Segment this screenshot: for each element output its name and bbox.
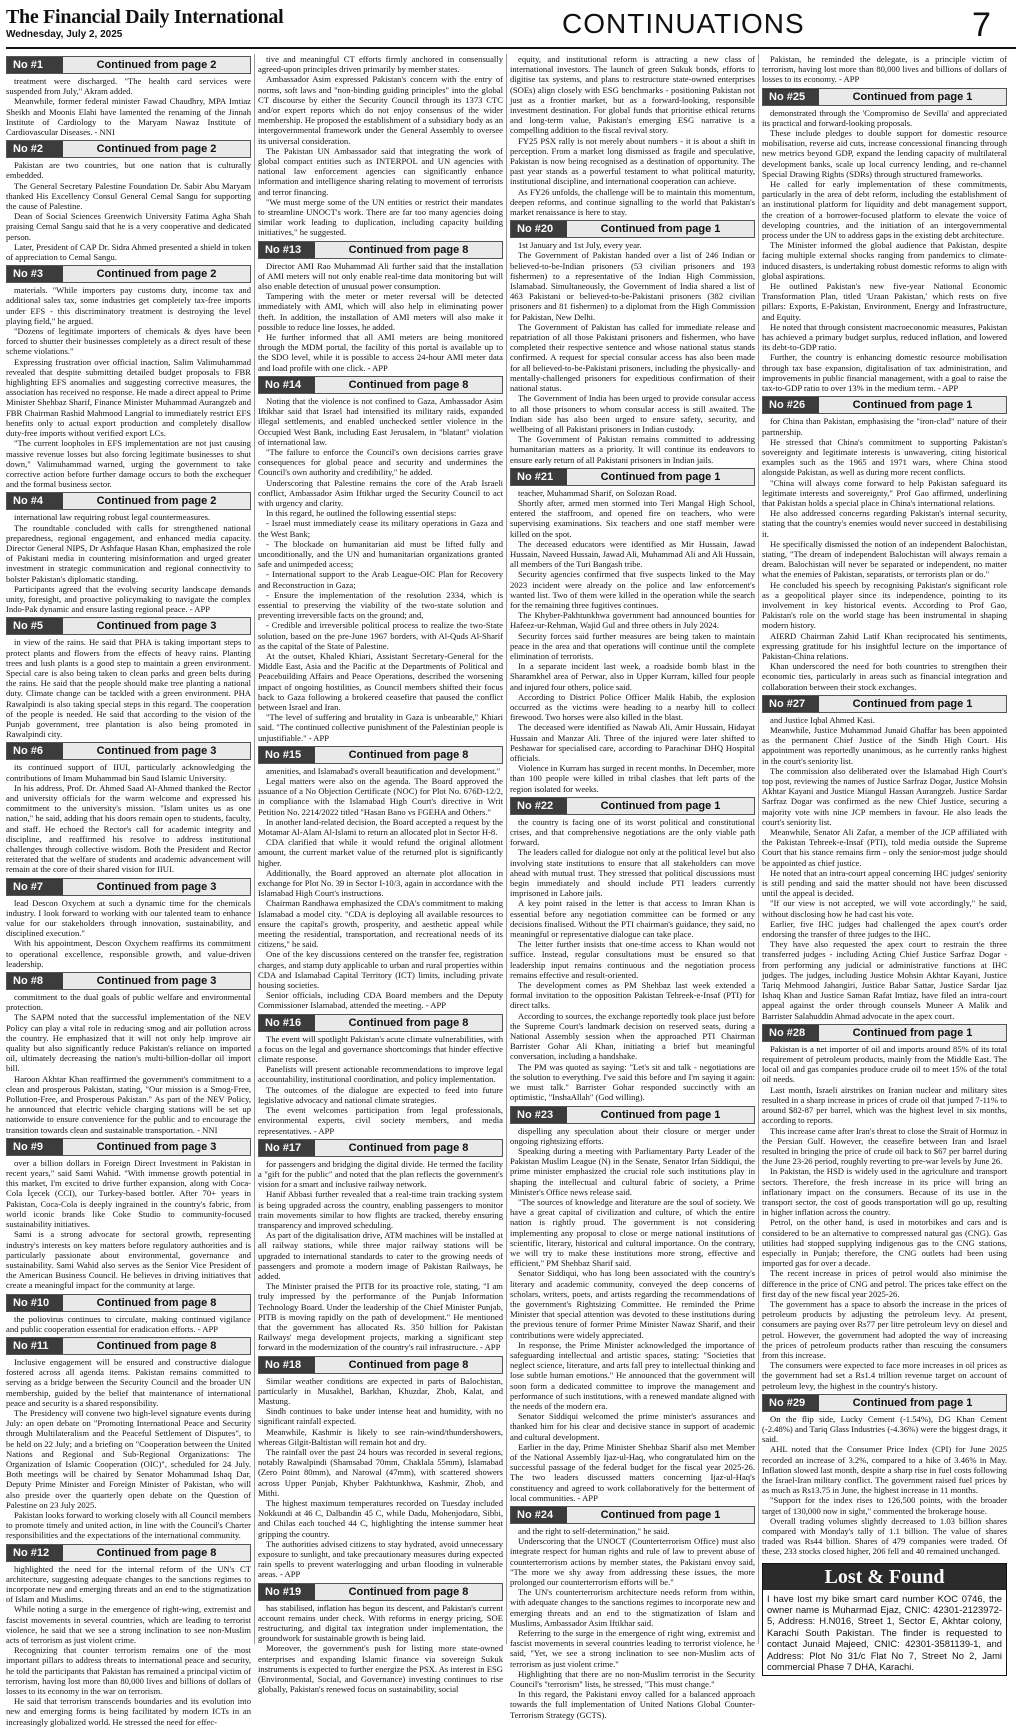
story-paragraph: In response, the Prime Minister acknowledged the importance of safeguarding intellectual and artistic spaces, stating: "Societies that neglect science, literature, and arts fall prey to intellectual thinking and lose subtle human emotions." He announced that the government will soon form a dedicated committee to improve the management and performance of such institutions, with a renewed mandate aligned with the needs of the modern era. — [510, 1339, 755, 1411]
continued-from-label: Continued from page 1 — [852, 90, 973, 103]
story-paragraph: The letter further insists that one-time access to Khan would not suffice. Instead, regular consultations must be ensured so that leadership input remains continuous and the negotiation process remains effective and result-oriented. — [510, 939, 755, 980]
column-2 — [258, 54, 503, 1695]
story-paragraph: One of the key discussions centered on the transfer fee, registration charges, and stamp duty applicable to urban and rural properties within CDA and Islamabad Capital Territory (ICT) limits, including private housing societies. — [258, 949, 503, 991]
continued-from-label: Continued from page 1 — [600, 223, 721, 236]
story-paragraph: treatment were discharged. "The health card services were suspended from July," Akram added. — [6, 76, 251, 97]
story-paragraph: "Support for the index rises to 126,500 points, with the broader target of 130,000 now in sight," commented the brokerage house. — [762, 1495, 1007, 1516]
continued-from-label: Continued from page 1 — [600, 1108, 721, 1121]
story-header — [6, 878, 251, 896]
story-paragraph: Meanwhile, former federal minister Fawad Chaudhry, MPA Imtiaz Sheikh and Moonis Elahi have lamented the renaming of the Jinnah Institute of Cardiology to the Maryam Nawaz Institute of Cardiovascular Diseases. - NNI — [6, 96, 251, 138]
story-paragraph: amenities, and Islamabad's overall beautification and development." — [266, 765, 501, 776]
section-title: CONTINUATIONS — [562, 8, 805, 39]
column-divider — [758, 54, 759, 1644]
story-paragraph: A key point raised in the letter is that access to Imran Khan is essential before any negotiation committee can be formed or any decisions finalised. Without the PTI chairman's guidance, they said, no meaningful or representative dialogue can take place. — [510, 898, 755, 940]
story-header — [510, 797, 755, 815]
story-paragraph: The rainfall over the past 24 hours was recorded in several regions, notably Rawalpindi (Shamsabad 70mm, Chaklala 55mm), Islamabad (Zero Point 80mm), and Narowal (47mm), with scattered showers across Upper Punjab, Khyber Pakhtunkhwa, Kashmir, Zhob, and Mithi. — [258, 1446, 503, 1498]
story-paragraph: Senior officials, including CDA Board members and the Deputy Commissioner Islamabad, attended the meeting. - APP — [258, 990, 503, 1011]
continued-from-label: Continued from page 3 — [96, 880, 217, 893]
story-header — [6, 56, 251, 74]
story-paragraph: Underscoring that Palestine remains the core of the Arab Israeli conflict, Ambassador Asim Iftikhar urged the Security Council to act with urgency and clarity. — [258, 477, 503, 508]
story — [6, 265, 251, 489]
story-paragraph: Sindh continues to bake under intense heat and humidity, with no significant rainfall expected. — [258, 1406, 503, 1427]
story-paragraph: and the right to self-determination," he said. — [518, 1526, 670, 1537]
continued-from-label: Continued from page 8 — [348, 243, 469, 256]
story-header — [258, 376, 503, 394]
story-number: No #15 — [259, 747, 315, 763]
story-paragraph: Security forces said further measures are being taken to maintain peace in the area and that operations will continue until the complete elimination of terrorists. — [510, 630, 755, 661]
story-paragraph: The deceased educators were identified as Mir Hussain, Jawad Hussain, Naveed Hussain, Jawad Ali, Muhammad Ali and Ali Hussain, all members of the Turi Bangash tribe. — [510, 538, 755, 570]
story-paragraph: Overall trading volumes slightly decreased to 1.03 billion shares compared with Monday's tally of 1.1 billion. The value of shares traded was Rs44 billion. Shares of 479 companies were traded. Of these, 233 stocks closed higher, 206 fell and 40 remained unchanged. — [762, 1515, 1007, 1557]
story-header — [6, 972, 251, 990]
story-header — [762, 1394, 1007, 1412]
story-paragraph: Shortly after, armed men stormed into Teri Mangal High School, entered the staffroom, and opened fire on teachers, who were supervising examinations. Six teachers and one staff member were killed on the spot. — [510, 497, 755, 539]
story-paragraph: This increase came after Iran's threat to close the Strait of Hormuz in the Persian Gulf. However, the ceasefire between Iran and Israel resulted in bringing the price of crude oil back to $67 per barrel during the June 23-26 period, roughly reverting to pre-war levels by June 26. — [762, 1125, 1007, 1167]
story-paragraph: "The failure to enforce the Council's own decisions carries grave consequences for global peace and security and undermines the Council's own authority and credibility," he added. — [258, 446, 503, 478]
story-paragraph: has stabilised, inflation has begun its descent, and Pakistan's current account remains under check. With reforms in energy pricing, SOE restructuring, and digital tax integration under implementation, the groundwork for sustainable growth is being laid. — [258, 1602, 503, 1644]
continued-from-label: Continued from page 1 — [600, 799, 721, 812]
story-number: No #11 — [7, 1338, 63, 1354]
story-paragraph: He noted that an intra-court appeal concerning IHC judges' seniority is still pending and said the matter should not have been discussed until the appeal is decided. — [762, 867, 1007, 899]
story-paragraph: - Credible and irreversible political process to realize the two-State solution, based on the pre-June 1967 borders, with Al-Quds Al-Sharif as the capital of the State of Palestine. — [258, 620, 503, 651]
story-header — [6, 1138, 251, 1156]
story-paragraph: dispelling any speculation about their closure or merger under ongoing rightsizing efforts. — [510, 1125, 755, 1146]
story-paragraph: Additionally, the Board approved an alternate plot allocation in exchange for Plot No. 39 in Sector I-10/3, again in accordance with the Islamabad High Court's instructions. — [258, 867, 503, 899]
continued-from-label: Continued from page 1 — [852, 399, 973, 412]
masthead-left — [6, 6, 284, 41]
story-paragraph: He noted that through consistent macroeconomic measures, Pakistan has achieved a primary budget surplus, reduced inflation, and lowered its debt-to-GDP ratio. — [762, 321, 1007, 353]
story-number: No #5 — [7, 618, 63, 634]
story-paragraph: The General Secretary Palestine Foundation Dr. Sabir Abu Maryam thanked His Excellency Consul General Cemal Sangu for supporting the cause of Palestine. — [6, 180, 251, 212]
story — [258, 1014, 503, 1136]
story-paragraph: As FY26 unfolds, the challenge will be to maintain this momentum, deepen reforms, and continue signalling to the world that Pakistan's market renaissance is here to stay. — [510, 186, 755, 218]
story-paragraph: The Minister praised the PITB for its proactive role, stating, "I am truly impressed by the performance of the Punjab Information Technology Board. Under the leadership of the Chief Minister Punjab, PITB is moving rapidly on the path of development." He mentioned that the government has allocated Rs. 350 billion for Pakistan Railways' mega development projects, marking a significant step forward in the modernization of the country's rail infrastructure. - APP — [258, 1281, 503, 1353]
story-paragraph: In this regard, he outlined the following essential steps: — [266, 508, 457, 519]
story-paragraph: tive and meaningful CT efforts firmly anchored in consensually agreed-upon principles driven primarily by member states. — [258, 54, 503, 75]
story-header — [762, 396, 1007, 414]
story-paragraph: Expressing frustration over official inaction, Salim Valimuhammad revealed that despite submitting detailed budget proposals to FBR highlighting EFS anomalies and suggesting corrective measures, the association has received no response. He made a direct appeal to Prime Minister Shehbaz Sharif, Finance Minister Muhammad Aurangzeb and FBR Chairman Rashid Mahmood Langrial to immediately restrict EFS benefits only to actual export production and completely disallow duty-free imports without verified export LCs. — [6, 356, 251, 439]
story-number: No #22 — [511, 798, 567, 814]
story-paragraph: FY25 PSX rally is not merely about numbers - it is about a shift in perception. From a market long dismissed as fragile and speculative, Pakistan is now being recognised as a destination of opportunity. The past year stands as a powerful testament to what political maturity, institutional discipline, and international cooperation can achieve. — [510, 135, 755, 187]
story-paragraph: The roundtable concluded with calls for strengthened national preparedness, regional engagement, and enhanced media capacity. Director General NIPS, Dr Ashfaque Hasan Khan, emphasized the role of Pakistani media in countering misinformation and urged greater investment in strategic communication and regional connectivity to bolster Pakistan's diplomatic standing. — [6, 522, 251, 584]
story-paragraph: and Justice Iqbal Ahmed Kasi. — [770, 714, 875, 725]
story-paragraph: demonstrated through the 'Compromiso de Sevilla' and appreciated its practical and forward-looking proposals. — [762, 107, 1007, 128]
story-paragraph: He specifically dismissed the notion of an independent Balochistan, stating, "The dream of independent Balochistan will always remain a dream. Balochistan will never be separated or independent, no matter what the enemies of Pakistan, separatists, or terrorists plan or do." — [762, 538, 1007, 580]
story-paragraph: The event welcomes participation from legal professionals, environmental experts, civil society members, and media representatives. - APP — [258, 1105, 503, 1136]
continued-from-label: Continued from page 1 — [600, 470, 721, 483]
story — [6, 1337, 251, 1541]
story-number: No #27 — [763, 696, 819, 712]
story-header — [6, 265, 251, 283]
story-paragraph: The Government of Pakistan has called for immediate release and repatriation of all those Pakistani prisoners and fishermen, who have completed their respective sentence and whose national status stands confirmed. A request for special consular access has also been made for all believed-to-be-Pakistani prisoners, including the physically- and mentally-challenged prisoners for expeditious confirmation of their national status. — [510, 321, 755, 394]
story-paragraph: highlighted the need for the internal reform of the UN's CT architecture, suggesting adequate changes to the sanctions regimes to incorporate new and emerging threats and an end to the stigmatization of Islam and Muslims. — [6, 1563, 251, 1605]
story-paragraph: The Government of India has been urged to provide consular access to all those prisoners to whom consular access is still awaited. The Indian side has also been urged to ensure safety, security, and wellbeing of all Pakistani prisoners in Indian custody. — [510, 393, 755, 434]
continued-from-label: Continued from page 3 — [96, 1140, 217, 1153]
story — [510, 1506, 755, 1720]
story-paragraph: materials. "While importers pay customs duty, income tax and additional sales tax, some industries get completely tax-free imports under EFS - this discriminatory treatment is destroying the level playing field," he argued. — [6, 285, 251, 326]
story-paragraph: The SAPM noted that the successful implementation of the NEV Policy can play a vital role in reducing smog and air pollution across the country. He emphasized that it will not only help improve air quality but also significantly reduce Pakistan's reliance on imported oil, ultimately decreasing the nation's multi-billion-dollar oil import bill. — [6, 1012, 251, 1074]
story-paragraph: Legal matters were also on the agenda. The Board approved the issuance of a No Objection Certificate (NOC) for Plot No. 676D-12/2, in compliance with the Islamabad High Court's directive in Writ Petition No. 2214/2022 titled "Hasan Bano vs FGEHA and Others." — [258, 776, 503, 817]
story-paragraph: On the flip side, Lucky Cement (-1.54%), DG Khan Cement (-2.48%) and Tariq Glass Industries (-4.36%) were the biggest drags, it said. — [762, 1413, 1007, 1445]
story-paragraph: The Government of Pakistan remains committed to addressing humanitarian matters as a priority. It will continue its endeavors to ensure early return of all Pakistani prisoners in Indian jails. — [510, 434, 755, 465]
story-paragraph: He also addressed concerns regarding Pakistan's internal security, stating that the country's enemies would never succeed in destabilising it. — [762, 508, 1007, 539]
story-paragraph: Earlier in the day, Prime Minister Shehbaz Sharif also met Member of the National Assembly Ijaz-ul-Haq, who congratulated him on the successful passage of the federal budget for the fiscal year 2025-26. The two leaders discussed matters concerning Ijaz-ul-Haq's constituency and agreed to work collaboratively for the betterment of local communities. - APP — [510, 1441, 755, 1503]
story-paragraph: Dean of Social Sciences Greenwich University Fatima Agha Shah praising Cemal Sangu said that he is a very cooperative and dedicated person. — [6, 211, 251, 242]
column-1 — [6, 54, 251, 1727]
continued-from-label: Continued from page 8 — [96, 1339, 217, 1352]
story-header — [762, 88, 1007, 106]
story-paragraph: Haroon Akhtar Khan reaffirmed the government's commitment to a clean and prosperous Pakistan, stating, "Our mission is a Smog-Free, Pollution-Free, and Prosperous Pakistan." As part of the NEV Policy, he announced that electric vehicle charging stations will be set up nationwide to ensure convenience for the public and to encourage the transition towards clean and sustainable transportation. - NNI — [6, 1073, 251, 1135]
story-paragraph: Meanwhile, Senator Ali Zafar, a member of the JCP affiliated with the Pakistan Tehreek-e-Insaf (PTI), told media outside the Supreme Court that his stance remains firm - only the senior-most judge should be appointed as chief justice. — [762, 827, 1007, 868]
lost-and-found-notice: I have lost my bike smart card number KOC 0746, the owner name is Muharmad Ejaz, CNIC: 42301-2123972-5, Address: H.N016, Street 1, Sector E, Akhtar colony, Karachi South Pakistan. The finder is requested to contact Junaid Majeed, CNIC: 42301-3581139-1, and Address: Plot No 31/c Flat No 7, Street No 2, Jami commercial Phase 7 DHA, Karachi. — [767, 1592, 1002, 1673]
story-paragraph: Speaking during a meeting with Parliamentary Party Leader of the Pakistan Muslim League (N) in the Senate, Senator Irfan Siddiqui, the prime minister emphasized the crucial role such institutions play in shaping the intellectual and cultural fabric of society, a Prime Minister's Office news release said. — [510, 1145, 755, 1197]
story-header — [510, 468, 755, 486]
story-number: No #25 — [763, 89, 819, 105]
story-paragraph: AHL noted that the Consumer Price Index (CPI) for June 2025 recorded an increase of 3.2%, compared to a hike of 3.46% in May. Inflation slowed last month, despite a sharp rise in fuel costs following the Israel-Iran military conflict. The government raised fuel prices by as much as Rs13.75 in June, the highest increase in 11 months. — [762, 1444, 1007, 1496]
story — [258, 241, 503, 373]
story — [6, 56, 251, 137]
story-paragraph: in view of the rains. He said that PHA is taking important steps to protect plants and flowers from the effects of heavy rains. Planting trees and lush plants is a good step to maintain a green environment. Special care is also being taken to clean parks and green belts during the rains. He said that the people should make tree planting a national duty. Climate change can be tackled with a green environment. PHA Rawalpindi is also taking special steps in this regard. The cooperation of the people is needed. He said that according to the vision of the Punjab government, tree plantation is also being promoted in Rawalpindi city. — [6, 637, 251, 740]
story-paragraph: Earlier, five IHC judges had challenged the apex court's order endorsing the transfer of three judges to the IHC. — [762, 918, 1007, 940]
story-paragraph: The Khyber-Pakhtunkhwa government had announced bounties for Hafeez-ur-Rehman, Wajid Gul and three others in July 2024. — [510, 610, 755, 631]
story — [762, 695, 1007, 1021]
story-number: No #26 — [763, 397, 819, 413]
story-paragraph: In his address, Prof. Dr. Ahmed Saad Al-Ahmed thanked the Rector and university officials for the warm welcome and expressed his commitment to the university's mission. "Islam unites us as one nation," he said, adding that his doors remain open to students, faculty, and staff. He echoed the Rector's call for academic integrity and discipline, and reaffirmed his resolve to address institutional challenges through collective wisdom. Both the President and Rector reiterated that the welfare of students and academic advancement will remain at the core of their shared vision for IIUI. — [6, 782, 251, 875]
story-paragraph: He concluded his speech by recognising Pakistan's significant role as a geopolitical player since its independence, pointing to its involvement in key historical events. According to Prof Gao, Pakistan's role on the world stage has been instrumental in shaping modern history. — [762, 579, 1007, 631]
story-paragraph: With his appointment, Descon Oxychem reaffirms its commitment to operational excellence, responsible growth, and value-driven leadership. — [6, 938, 251, 969]
story-paragraph: commitment to the dual goals of public welfare and environmental protection. — [6, 992, 251, 1013]
story-number: No #23 — [511, 1107, 567, 1123]
story-paragraph: "Dozens of legitimate importers of chemicals & dyes have been forced to shutter their businesses completely as a direct result of these scheme violations." — [6, 326, 251, 357]
story-paragraph: Tampering with the meter or meter reversal will be detected immediately with AMI, which will also help in eliminating power theft. In addition, the installation of AMI meters will also make it possible to reduce line losses, he added. — [258, 291, 503, 332]
story-header — [510, 1106, 755, 1124]
story-header — [258, 1356, 503, 1374]
story-paragraph: Further, the country is enhancing domestic resource mobilisation through tax base expansion, digitalisation of tax administration, and improvements in public financial management, with a goal to raise the tax-to-GDP ratio to over 13% in the medium term. - APP — [762, 352, 1007, 394]
story-number: No #20 — [511, 221, 567, 237]
continued-from-label: Continued from page 1 — [600, 1509, 721, 1522]
story — [6, 617, 251, 739]
story-number: No #1 — [7, 57, 63, 73]
story-number: No #2 — [7, 141, 63, 157]
continued-from-label: Continued from page 1 — [852, 1026, 973, 1039]
story — [6, 1138, 251, 1291]
story-header — [510, 220, 755, 238]
story-paragraph: Moreover, the government's push for listing more state-owned enterprises and expanding Islamic finance via sovereign Sukuk instruments is expected to further energize the PSX. As interest in ESG (Environmental, Social, and Governance) investing continues to rise globally, Pakistan's renewed focus on sustainability, social — [258, 1643, 503, 1695]
column-4 — [762, 54, 1007, 1673]
story-paragraph: The consumers were expected to face more increases in oil prices as the government had set a Rs1.4 trillion revenue target on account of petroleum levy, the highest in the country's history. — [762, 1360, 1007, 1391]
continued-from-label: Continued from page 8 — [348, 378, 469, 391]
story-paragraph: He outlined Pakistan's new five-year National Economic Transformation Plan, titled 'Uraan Pakistan,' which rests on five pillars: Exports, E-Pakistan, Environment, Energy and Infrastructure, and Equity. — [762, 281, 1007, 322]
story-number: No #17 — [259, 1140, 315, 1156]
story — [6, 140, 251, 262]
story-number: No #6 — [7, 743, 63, 759]
story-paragraph: He stressed that China's commitment to supporting Pakistan's sovereignty and legitimate interests is unwavering, citing historical examples such as the 1965 and 1971 wars, where China stood alongside Pakistan, as well as during more recent conflicts. — [762, 436, 1007, 478]
story-paragraph: lead Descon Oxychem at such a dynamic time for the chemicals industry. I look forward to working with our talented team to enhance value for our stakeholders through innovation, sustainability, and disciplined execution." — [6, 897, 251, 939]
story-number: No #9 — [7, 1139, 63, 1155]
continued-from-label: Continued from page 8 — [348, 748, 469, 761]
story-paragraph: The Minister informed the global audience that Pakistan, despite facing multiple external shocks ranging from pandemics to climate-induced disasters, is undertaking robust domestic reforms to align with global aspirations. — [762, 240, 1007, 281]
story-number: No #21 — [511, 469, 567, 485]
story-paragraph: "China will always come forward to help Pakistan safeguard its legitimate interests and sovereignty," Prof Gao affirmed, underlining that Pakistan holds a special place in China's international relations. — [762, 477, 1007, 508]
continued-from-label: Continued from page 8 — [348, 1016, 469, 1029]
story — [510, 54, 755, 217]
story-number: No #8 — [7, 973, 63, 989]
paper-name: The Financial Daily International — [6, 6, 284, 28]
story-paragraph: According to sources, the exchange reportedly took place just before the Supreme Court's landmark decision on reserved seats, during a National Assembly session when the approached PTI Chairman Barrister Gohar Ali Khan, initiating a brief but meaningful conversation, including a handshake. — [510, 1010, 755, 1062]
story-paragraph: Panelists will present actionable recommendations to improve legal accountability, institutional coordination, and policy implementation. — [258, 1064, 503, 1085]
continued-from-label: Continued from page 2 — [96, 59, 217, 71]
story-header — [258, 746, 503, 764]
column-divider — [506, 54, 507, 1644]
story-paragraph: Meanwhile, Justice Muhammad Junaid Ghaffar has been appointed as the permanent Chief Justice of the Sindh High Court. His appointment was reportedly unanimous, as he currently ranks highest in the court's seniority list. — [762, 724, 1007, 766]
story-paragraph: The deceased were identified as Nawab Ali, Amir Hussain, Hidayat Hussain and Manzar Ali. Three of the injured were later shifted to Peshawar for specialised care, according to Parachinar DHQ Hospital officials. — [510, 722, 755, 763]
story — [258, 1356, 503, 1580]
story-paragraph: The recent increase in prices of petrol would also minimise the difference in the price of CNG and petrol. The prices take effect on the first day of the new fiscal year 2025-26. — [762, 1268, 1007, 1299]
story-number: No #16 — [259, 1015, 315, 1031]
story-paragraph: CDA clarified that while it would refund the original allotment amount, the current market value of the returned plot is significantly higher. — [258, 837, 503, 868]
article-columns — [6, 54, 1016, 1727]
story-paragraph: The development comes as PM Shehbaz last week extended a formal invitation to the opposition Pakistan Tehreek-e-Insaf (PTI) for direct talks. — [510, 980, 755, 1011]
story-paragraph: Pakistan is a net importer of oil and imports around 85% of its total requirement of petroleum products, mainly from the Middle East. The local oil and gas companies produce crude oil to meet 15% of the total oil needs. — [762, 1043, 1007, 1085]
story — [6, 972, 251, 1135]
story — [510, 1106, 755, 1504]
masthead-rule — [6, 47, 1016, 49]
story-number: No #29 — [763, 1395, 819, 1411]
story-paragraph: He further informed that all AMI meters are being monitored through the MDM portal, the facility of this portal is available up to the SDO level, while it is possible to access 24-hour AMI meter data and load profile with one click. - APP — [258, 332, 503, 373]
story-header — [6, 1294, 251, 1312]
story-paragraph: the poliovirus continues to circulate, making continued vigilance and public cooperation essential for eradication efforts. - APP — [6, 1313, 251, 1334]
story-paragraph: Noting that the violence is not confined to Gaza, Ambassador Asim Iftikhar said that Israel had intensified its military raids, expanded illegal settlements, and enabled unchecked settler violence in the Occupied West Bank, including East Jerusalem, in "blatant" violation of international law. — [258, 395, 503, 447]
story — [6, 1294, 251, 1334]
continued-from-label: Continued from page 8 — [348, 1141, 469, 1154]
story-header — [258, 1583, 503, 1601]
story-number: No #24 — [511, 1507, 567, 1523]
story-paragraph: The UN's counterterrorism architecture needs reform from within, with adequate changes to the sanctions regimes to incorporate new and emerging threats and an end to the stigmatization of Islam and Muslims, Ambassador Asim Iftikhar said. — [510, 1587, 755, 1628]
story-paragraph: - Israel must immediately cease its military operations in Gaza and the West Bank; — [258, 518, 503, 539]
continued-from-label: Continued from page 3 — [96, 745, 217, 758]
story-paragraph: for China than Pakistan, emphasising the "iron-clad" nature of their partnership. — [762, 416, 1007, 437]
story-header — [6, 742, 251, 760]
continued-from-label: Continued from page 8 — [96, 1546, 217, 1559]
story-paragraph: - The blockade on humanitarian aid must be lifted fully and unconditionally, and the UN and humanitarian organizations granted safe and unimpeded access; — [258, 538, 503, 570]
story-paragraph: The Pakistan UN Ambassador said that integrating the work of global compact entities such as INTERPOL and UN agencies with national law enforcement agencies can significantly enhance information and intelligence sharing relating to movement of terrorists and terror financing. — [258, 145, 503, 197]
continued-from-label: Continued from page 2 — [96, 143, 217, 156]
story-paragraph: In a separate incident last week, a roadside bomb blast in the Sharamkhel area of Perwar, also in Upper Kurram, killed four people and injured four others, police said. — [510, 661, 755, 692]
story-header — [6, 617, 251, 635]
story-paragraph: equity, and institutional reform is attracting a new class of international investors. The launch of green Sukuk bonds, efforts to digitise tax systems, and plans to restructure state-owned enterprises (SOEs) align closely with ESG benchmarks - positioning Pakistan not just as a frontier market, but as a forward-looking, responsible investment destination. For global funds that prioritise ethical returns and long-term value, Pakistan's emerging ESG narrative is a compelling addition to the fiscal revival story. — [510, 54, 755, 136]
story-paragraph: According to District Police Officer Malik Habib, the explosion occurred as the victims were heading to a nearby hill to collect firewood. Two horses were also killed in the blast. — [510, 691, 755, 723]
continued-from-label: Continued from page 3 — [96, 620, 217, 633]
story-paragraph: The Presidency will convene two high-level signature events during July: an open debate on "Promoting International Peace and Security through Multilateralism and the Peaceful Settlement of Disputes", to be held on 22 July; and a briefing on "Cooperation between the United Nations and Regional and Sub-Regional Organizations: The Organization of Islamic Cooperation (OIC)", scheduled for 24 July. Both meetings will be chaired by Senator Mohammad Ishaq Dar, Deputy Prime Minister and Foreign Minister of Pakistan, who will also preside over the quarterly open debate on the Question of Palestine on 23 July 2025. — [6, 1407, 251, 1510]
story-paragraph: Ambassador Asim expressed Pakistan's concern with the entry of norms, soft laws and "non-binding guiding principles" into the global CT discourse by either the Security Council through its 1373 CTC and/or expert reports which do not enjoy consensus of the wider membership. He proposed the establishment of a subsidiary body as an intergovernmental framework under the General Assembly to oversee its universal consideration. — [258, 74, 503, 146]
story-paragraph: international law requiring robust legal countermeasures. — [14, 512, 211, 523]
story — [258, 376, 503, 743]
story-paragraph: 1st January and 1st July, every year. — [518, 240, 642, 251]
story — [762, 54, 1007, 85]
story — [6, 1544, 251, 1727]
story-paragraph: In this regard, the Pakistani envoy called for a balanced approach towards the full implementation of United Nations Global Counter-Terrorism Strategy (GCTS). — [510, 1689, 755, 1720]
story — [510, 468, 755, 794]
story-paragraph: The commission also deliberated over the Islamabad High Court's top post, reviewing the names of Justice Sarfraz Dogar, Justice Mohsin Akhtar Kayani and Justice Miangul Hassan Aurangzeb. Justice Sardar Sarfraz Dogar was confirmed as the new Chief Justice, securing a majority vote with nine JCP members in favour. He also leads the court's seniority list. — [762, 765, 1007, 827]
continued-from-label: Continued from page 2 — [96, 268, 217, 281]
story-paragraph: AIERD Chairman Zahid Latif Khan reciprocated his sentiments, expressing gratitude for his insightful lecture on the importance of Pakistan-China relations. — [762, 630, 1007, 661]
story-paragraph: "The level of suffering and brutality in Gaza is unbearable," Khiari said. "The continued collective punishment of the Palestinian people is unjustifiable." - APP — [258, 712, 503, 743]
story — [6, 742, 251, 874]
masthead — [6, 6, 1016, 46]
story-header — [6, 1337, 251, 1355]
story-number: No #13 — [259, 242, 315, 258]
story-paragraph: Highlighting that there are no non-Muslim terrorist in the Security Council's "terrorism" lists, he stressed, "This must change." — [510, 1668, 755, 1690]
story — [510, 797, 755, 1103]
story-paragraph: In another land-related decision, the Board accepted a request by the Motamar Al-Alam Al-Islami to return an allocated plot in Sector H-8. — [258, 816, 503, 838]
continued-from-label: Continued from page 8 — [348, 1585, 469, 1598]
story-paragraph: The highest maximum temperatures recorded on Tuesday included Nokkundi at 46 C, Dalbandin 45 C, while Dadu, Mohenjodaro, Sibbi, and Chilas each touched 44 C, highlighting the intense summer heat gripping the country. — [258, 1498, 503, 1539]
story-header — [6, 492, 251, 510]
story-paragraph: The Government of Pakistan handed over a list of 246 Indian or believed-to-be-Indian prisoners (53 civilian prisoners and 193 fishermen) to a representative of the Indian High Commission, Islamabad. Simultaneously, the Government of India shared a list of 463 Pakistani or believed-to-be-Pakistani prisoners (382 civilian prisoners and 81 fishermen) to a diplomat from the High Commission for Pakistan, New Delhi. — [510, 250, 755, 322]
story-paragraph: Referring to the surge in the emergence of right wing, extremist and fascist movements in several countries leading to terrorist violence, he said, "Yet, we see a strong inclination to see non-Muslim acts of terrorism as just violent crime." — [510, 1628, 755, 1669]
story-paragraph: Last month, Israeli airstrikes on Iranian nuclear and military sites resulted in a sharp increase in prices of crude oil that jumped 7-11% to around $82-87 per barrel, which was the highest level in six months, according to reports. — [762, 1084, 1007, 1126]
story-number: No #3 — [7, 266, 63, 282]
story-paragraph: over a billion dollars in Foreign Direct Investment in Pakistan in recent years," said Sami Wahid. "With immense growth potential in this market, I'm excited to drive further expansion, along with Coca-Cola İçecek (CCI), our Turkey-based bottler. After 70+ years in Pakistan, Coca-Cola is deeply ingrained in the country's fabric, from world iconic brands like Coke Studio to community-focused sustainability initiatives. — [6, 1157, 251, 1230]
story-paragraph: In Pakistan, the HSD is widely used in the agriculture and transport sectors. Therefore, the fresh increase in its price will bring an inflationary impact on the consumers. Because of its use in the transport sector, the cost of goods transportation will go up, resulting in higher inflation across the country. — [762, 1166, 1007, 1218]
story-paragraph: The outcomes of the dialogue are expected to feed into future legislative advocacy and national climate strategies. — [258, 1084, 503, 1105]
continued-from-label: Continued from page 2 — [96, 495, 217, 508]
story-paragraph: for passengers and bridging the digital divide. He termed the facility a "gift for the public" and noted that the plan reflects the government's vision for a smart and inclusive railway network. — [258, 1158, 503, 1190]
story-paragraph: Underscoring that the UNOCT (Counterterrorism Office) must also integrate respect for human rights and rule of law to prevent abuse of counterterrorism actions by member states, the Pakistani envoy said, "The more we shy away from addressing these issues, the more prolonged our counterterrorism efforts will be." — [510, 1536, 755, 1588]
story-paragraph: Participants agreed that the evolving security landscape demands unity, foresight, and proactive policymaking to navigate the complex Indo-Pak dynamic and ensure lasting regional peace. - APP — [6, 583, 251, 615]
story-paragraph: The government has a space to absorb the increase in the prices of petroleum products by adjusting the petroleum levy. At present, consumers are paying over Rs77 per litre petroleum levy on diesel and petrol. However, the government had adopted the way of increasing the prices of petroleum products rather than rescuing the consumers from this increase. — [762, 1298, 1007, 1360]
story — [762, 88, 1007, 394]
story-paragraph: Inclusive engagement will be ensured and constructive dialogue fostered across all agenda items. Pakistan remains committed to serving as a bridge between the Security Council and the broader UN membership, guided by the belief that maintenance of international peace and security is a shared responsibility. — [6, 1356, 251, 1408]
story-paragraph: Pakistan, he reminded the delegate, is a principle victim of terrorism, having lost more than 80,000 lives and billions of dollars of losses to its economy. - APP — [762, 54, 1007, 85]
story-number: No #4 — [7, 493, 63, 509]
story-number: No #12 — [7, 1545, 63, 1561]
story-paragraph: Petrol, on the other hand, is used in motorbikes and cars and is considered to be an alternative to compressed natural gas (CNG). Gas utilities had stopped supplying indigenous gas to the CNG stations, especially in Punjab; therefore, the CNG outlets had been using imported gas for over a decade. — [762, 1217, 1007, 1269]
story-number: No #18 — [259, 1357, 315, 1373]
story — [762, 1394, 1007, 1557]
story-paragraph: Hanif Abbasi further revealed that a real-time train tracking system is being upgraded across the country, enabling passengers to monitor train movements similar to how flights are tracked, thereby ensuring transparency and improved scheduling. — [258, 1189, 503, 1230]
story-header — [258, 241, 503, 259]
story — [258, 54, 503, 238]
story-paragraph: These include pledges to double support for domestic resource mobilisation, reverse aid cuts, increase concessional financing through new metrics beyond GDP, expand the lending capacity of multilateral development banks, scale up local currency lending, and re-channel Special Drawing Rights (SDRs) through structured frameworks. — [762, 128, 1007, 179]
story-paragraph: "The current loopholes in EFS implementation are not just causing massive revenue losses but also forcing legitimate businesses to shut down," Valimuhammad warned, urging the government to take corrective action before further damage occurs to both the exchequer and the formal business sector. — [6, 438, 251, 490]
story-paragraph: Security agencies confirmed that five suspects linked to the May 2023 incident were already on the police and law enforcement's wanted list. Two of them were killed in the operation while the search for the remaining three fugitives continues. — [510, 569, 755, 610]
lost-and-found-box — [762, 1563, 1007, 1677]
story-paragraph: "We must merge some of the UN entities or restrict their mandates to streamline UNOCT's work. There are far too many agencies doing similar work leading to duplication, including capacity building initiatives," he suggested. — [258, 196, 503, 238]
story-paragraph: teacher, Muhammad Sharif, on Solozan Road. — [518, 487, 677, 498]
story-paragraph: Pakistan looks forward to working closely with all Council members to promote timely and united action, in line with the Council's Charter responsibilities and the expectations of the international community. — [6, 1509, 251, 1541]
story-paragraph: Senator Siddiqui welcomed the prime minister's assurances and thanked him for his clear and decisive stance in support of academic and cultural development. — [510, 1411, 755, 1442]
lost-and-found-title: Lost & Found — [763, 1564, 1006, 1590]
story-header — [258, 1139, 503, 1157]
story-paragraph: At the outset, Khaled Khiari, Assistant Secretary-General for the Middle East, Asia and the Pacific at the Departments of Political and Peacebuilding Affairs and Peace Operations, described the worsening impact of ongoing hostilities, as Council members shifted their focus back to Gaza following a brokered ceasefire that paused the conflict between Israel and Iran. — [258, 650, 503, 712]
story-paragraph: Later, President of CAP Dr. Sidra Ahmed presented a shield in token of appreciation to Cemal Sangu. — [6, 241, 251, 263]
story — [510, 220, 755, 464]
story-paragraph: Recognizing that counter terrorism remains one of the most important pillars to address threats to international peace and security, he told the participants that Pakistan has remained a principal victim of terrorism, having lost more than 80,000 lives and billions of dollars of losses to its economy in the war on terrorism. — [6, 1645, 251, 1697]
continued-from-label: Continued from page 1 — [852, 1396, 973, 1409]
story-paragraph: Director AMI Rao Muhammad Ali further said that the installation of AMI meters will not only enable real-time data monitoring but will also enable detection of unusual power consumption. — [258, 260, 503, 292]
story — [762, 1024, 1007, 1391]
story-paragraph: Pakistan are two countries, but one nation that is culturally embedded. — [6, 160, 251, 181]
story-number: No #10 — [7, 1295, 63, 1311]
story-paragraph: Similar weather conditions are expected in parts of Balochistan, particularly in Musakhel, Barkhan, Khuzdar, Zhob, Kalat, and Mastung. — [258, 1375, 503, 1406]
story — [6, 492, 251, 614]
story-number: No #19 — [259, 1584, 315, 1600]
story-header — [762, 1024, 1007, 1042]
story-paragraph: - International support to the Arab League-OIC Plan for Recovery and Reconstruction in Gaza; — [258, 569, 503, 590]
continued-from-label: Continued from page 8 — [348, 1358, 469, 1371]
story-paragraph: Senator Siddiqui, who has long been associated with the country's literary and academic community, conveyed the deep concerns of scholars, writers, poets, and artists regarding the recommendations of the government's Rightsizing Committee. He reminded the Prime Minister that special attention was devoted to these institutions during the previous tenure of former Prime Minister Nawaz Sharif, and their contributions were widely appreciated. — [510, 1268, 755, 1340]
story-paragraph: The authorities advised citizens to stay hydrated, avoid unnecessary exposure to sunlight, and take precautionary measures during expected rain spells to prevent waterlogging and urban flooding in vulnerable areas. - APP — [258, 1538, 503, 1580]
story-number: No #7 — [7, 879, 63, 895]
column-divider — [254, 54, 255, 1644]
story-paragraph: - Ensure the implementation of the resolution 2334, which is essential to preserving the viability of the two-state solution and preventing irreversible facts on the ground; and, — [258, 589, 503, 621]
story-paragraph: its continued support of IIUI, particularly acknowledging the contributions of Imam Muhammad bin Saud Islamic University. — [6, 762, 251, 783]
story — [762, 396, 1007, 691]
story-paragraph: He said that terrorism transcends boundaries and its evolution into new and emerging forms is being facilitated by modern ICTs in an increasingly globalized world. He stressed the need for effec- — [6, 1696, 251, 1727]
story-paragraph: Violence in Kurram has surged in recent months. In December, more than 100 people were killed in tribal clashes that left parts of the region isolated for weeks. — [510, 763, 755, 794]
story-header — [6, 1544, 251, 1562]
story-header — [510, 1506, 755, 1524]
story — [258, 1583, 503, 1695]
story-paragraph: The event will spotlight Pakistan's acute climate vulnerabilities, with a focus on the legal and governance shortcomings that hinder effective climate response. — [258, 1033, 503, 1065]
continued-from-label: Continued from page 8 — [96, 1296, 217, 1309]
story — [6, 878, 251, 969]
story-number: No #28 — [763, 1025, 819, 1041]
story — [258, 746, 503, 1011]
story-paragraph: Meanwhile, Kashmir is likely to see rain-wind/thundershowers, whereas Gilgit-Baltistan will remain hot and dry. — [258, 1426, 503, 1447]
issue-date: Wednesday, July 2, 2025 — [6, 29, 123, 40]
story-number: No #14 — [259, 377, 315, 393]
story-paragraph: He called for early implementation of these commitments, particularly in the area of debt reform, including the establishment of an institutional platform for liquidity and debt management support, the creation of a borrower-focused platform to elevate the voice of developing countries, and the initiation of an intergovernmental process under the UN to address gaps in the existing debt architecture. — [762, 179, 1007, 241]
story-paragraph: Khan underscored the need for both countries to strengthen their economic ties, particularly in areas such as financial integration and collaboration between their stock exchanges. — [762, 661, 1007, 692]
story — [258, 1139, 503, 1353]
story-paragraph: "If our view is not accepted, we will vote accordingly," he said, without disclosing how he had cast his vote. — [762, 898, 1007, 919]
column-3 — [510, 54, 755, 1720]
story-header — [258, 1014, 503, 1032]
story-paragraph: They have also requested the apex court to restrain the three transferred judges - including Acting Chief Justice Sarfraz Dogar - from performing any judicial or administrative functions at IHC judges. The judges, including Justice Mohsin Akhtar Kayani, Justice Tariq Mehmood Jahangiri, Justice Babar Sattar, Justice Sardar Ijaz Ishaq Khan and Justice Saman Rafat Imtiaz, have filed an intra-court appeal against the order through counsels Muneer A Malik and Barrister Salahuddin Ahmad advocate in the apex court. — [762, 939, 1007, 1021]
story-paragraph: While noting a surge in the emergence of right-wing, extremist and fascist movements in several countries, which are leading to terrorist violence, he said that we see a strong inclination to see non-Muslim acts of terrorism as just violent crime. — [6, 1604, 251, 1645]
story-paragraph: Chairman Randhawa emphasized the CDA's commitment to making Islamabad a model city. "CDA is deploying all available resources to ensure the capital's growth, prosperity, and aesthetic appeal while meeting the residential, transportation, and recreational needs of its citizens," he said. — [258, 898, 503, 950]
story-paragraph: "The sources of knowledge and literature are the soul of society. We have a great capital of civilization and culture, of which the entire nation is rightly proud. The government is not considering implementing any proposal to close or merge national institutions of scientific, literary, historical and cultural importance. On the contrary, we will try to make these institutions more strong, effective and efficient," PM Shehbaz Sharif said. — [510, 1196, 755, 1269]
story-header — [762, 695, 1007, 713]
story-paragraph: Sami is a strong advocate for sectoral growth, representing industry's interests on key matters before regulatory authorities and is particularly passionate about environmental, governance and sustainability. Sami Wahid also serves as the Senior Vice President of the American Business Council. He believes in driving initiatives that create a meaningful impact for the community at large. — [6, 1229, 251, 1291]
continued-from-label: Continued from page 3 — [96, 975, 217, 988]
story-paragraph: The PM was quoted as saying: "Let's sit and talk - negotiations are the solution to everything. I've said this before and I'm saying it again: we must talk." Barrister Gohar responded succinctly with an optimistic, "InshaAllah" (God willing). — [510, 1061, 755, 1103]
story-paragraph: As part of the digitalisation drive, ATM machines will be installed at all railway stations, while three major railway stations will be upgraded to international standards to cater to the growing needs of passengers and promote a modern image of Pakistan Railways, he added. — [258, 1230, 503, 1281]
story-paragraph: the country is facing one of its worst political and constitutional crises, and that comprehensive negotiations are the only viable path forward. — [510, 816, 755, 848]
story-paragraph: The leaders called for dialogue not only at the political level but also involving state institutions to ensure that all stakeholders can move ahead with mutual trust. They stressed that political discussions must begin immediately and should include PTI leaders currently imprisoned in Lahore jails. — [510, 847, 755, 899]
story-header — [6, 140, 251, 158]
page-number: 7 — [972, 6, 991, 44]
continued-from-label: Continued from page 1 — [852, 697, 973, 710]
